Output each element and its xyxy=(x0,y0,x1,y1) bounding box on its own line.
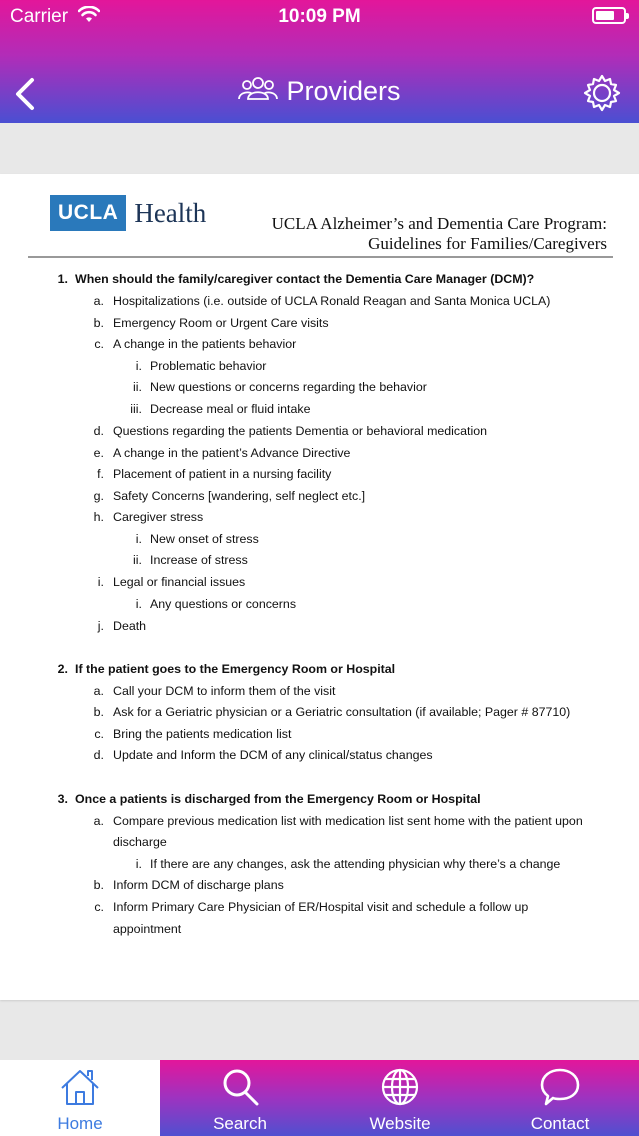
logo-ucla: UCLA xyxy=(50,195,126,231)
tab-website-label: Website xyxy=(369,1114,431,1133)
carrier-label: Carrier xyxy=(10,6,69,27)
tab-bar xyxy=(0,1060,639,1136)
chat-bubble-icon xyxy=(539,1066,581,1108)
battery-icon xyxy=(592,7,626,24)
tab-search-label: Search xyxy=(213,1114,267,1133)
title-divider xyxy=(28,256,613,258)
tab-home-label: Home xyxy=(57,1114,103,1133)
tab-home[interactable] xyxy=(0,1060,160,1136)
tab-contact-label: Contact xyxy=(530,1114,590,1133)
guidelines-document: UCLA Health UCLA Alzheimer’s and Dementia Care Program: Guidelines for Families/Caregivers 1. When should the family/caregiver contact the Dementia Care Manager (DCM)? a. Hospitalizations (i.e. outside of UCLA Ronald Reagan and Santa Monica UCLA) b. Emergency Room or Urgent Care visits c. A change in the patients behavior i. Problematic behavior ii. New questions or concerns regarding the behavior iii. Decrease meal or fluid intake d. Questions regarding the patients Dementia or behavioral medication e. A change in the patient’s Advance Directive f. Placement of patient in a nursing facility g. Safety Concerns [wandering, self neglect etc.] h. Caregiver stress i. New onset of stress ii. Increase of stress i. Legal or financial issues i. Any questions or concerns j. Death 2. If the patient goes to the Emergency Room or Hospital a. Call your DCM to inform them of the visit b. Ask for a Geriatric physician or a Geriatric consultation (if available; Pager # 87710) c. Bring the patients medication list d. Update and Inform the DCM of any clinical/status changes 3. Once a patients is discharged from the Emergency Room or Hospital a. Compare previous medication list with medication list sent home with the patient upon discharge i. If there are any changes, ask the attending physician why there’s a change b. Inform DCM of discharge plans c. Inform Primary Care Physician of ER/Hospital visit and schedule a follow up appointment xyxy=(0,174,639,1000)
tab-contact[interactable] xyxy=(480,1060,639,1136)
ucla-health-logo xyxy=(50,195,206,231)
people-icon xyxy=(238,76,278,107)
search-icon xyxy=(219,1066,261,1108)
clock: 10:09 PM xyxy=(278,6,361,27)
status-bar xyxy=(0,0,639,34)
globe-icon xyxy=(379,1066,421,1108)
nav-title xyxy=(0,76,639,107)
gear-icon xyxy=(583,74,621,112)
tab-website[interactable] xyxy=(320,1060,480,1136)
settings-button[interactable] xyxy=(583,74,621,112)
app-header xyxy=(0,0,639,123)
document-title-line1: UCLA Alzheimer’s and Dementia Care Program: xyxy=(271,214,607,233)
logo-health: Health xyxy=(134,197,207,228)
page-title: Providers xyxy=(286,76,401,106)
document-title-line2: Guidelines for Families/Caregivers xyxy=(368,234,607,253)
home-icon xyxy=(59,1066,101,1108)
document-title xyxy=(272,214,607,254)
tab-search[interactable] xyxy=(160,1060,320,1136)
content-top-margin xyxy=(0,123,639,173)
